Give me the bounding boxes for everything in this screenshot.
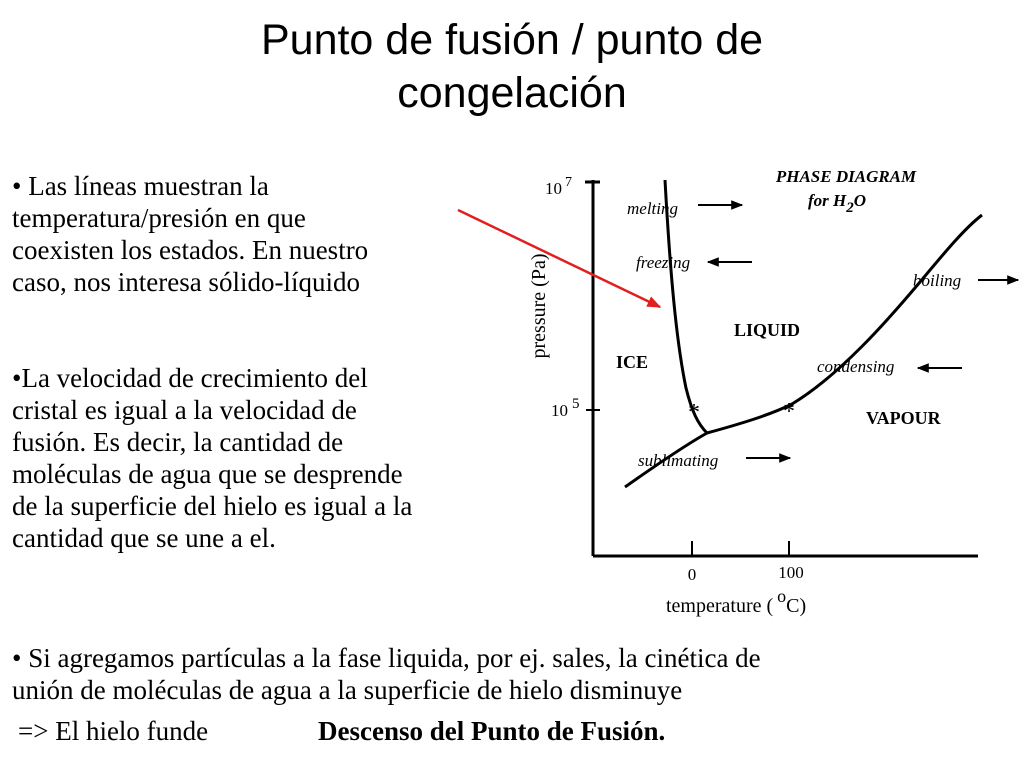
bullet-line: • Las líneas muestran la — [12, 171, 269, 201]
process-melting: melting — [627, 199, 678, 218]
pointer-arrow — [458, 210, 660, 307]
process-condensing: condensing — [817, 357, 895, 376]
bullet-line: unión de moléculas de agua a la superficie de hielo disminuye — [12, 675, 683, 705]
conclusion-text: => El hielo funde — [18, 716, 209, 746]
bullet-line: de la superficie del hielo es igual a la — [12, 491, 413, 521]
region-vapour: VAPOUR — [866, 408, 941, 428]
x-tick-100-label: 100 — [778, 563, 804, 582]
bullet-line: caso, nos interesa sólido-líquido — [12, 267, 360, 297]
marker-boiling-point: * — [783, 399, 795, 425]
bullet-line: cristal es igual a la velocidad de — [12, 395, 357, 425]
x-tick-0-label: 0 — [687, 565, 697, 584]
conclusion-emphasis: Descenso del Punto de Fusión. — [318, 716, 666, 746]
title-line-2: congelación — [397, 69, 627, 117]
bullet-line: coexisten los estados. En nuestro — [12, 235, 369, 265]
bullet-line: • Si agregamos partículas a la fase liquida, por ej. sales, la cinética de — [12, 643, 761, 673]
process-freezing: freezing — [636, 253, 691, 272]
diagram-title-line-1: PHASE DIAGRAM — [775, 167, 917, 186]
y-tick-top-label: 10 $^7$ — [545, 175, 572, 198]
bullet-line: •La velocidad de crecimiento del — [12, 363, 368, 393]
process-boiling: boiling — [913, 271, 962, 290]
bullet-line: fusión. Es decir, la cantidad de — [12, 427, 344, 457]
title-line-1: Punto de fusión / punto de — [260, 16, 764, 64]
y-tick-mid-label: 10 5 — [551, 396, 580, 420]
process-sublimating: sublimating — [638, 451, 719, 470]
bullet-line: temperatura/presión en que — [12, 203, 306, 233]
x-axis-label: temperature ( oC) — [666, 586, 807, 617]
diagram-title-line-2: for H2O — [808, 191, 867, 216]
y-axis-label: pressure (Pa) — [528, 253, 550, 359]
region-ice: ICE — [616, 352, 649, 372]
marker-melting-point: * — [688, 400, 700, 426]
region-liquid: LIQUID — [734, 320, 801, 340]
bullet-line: cantidad que se une a el. — [12, 523, 276, 553]
bullet-line: moléculas de agua que se desprende — [12, 459, 403, 489]
